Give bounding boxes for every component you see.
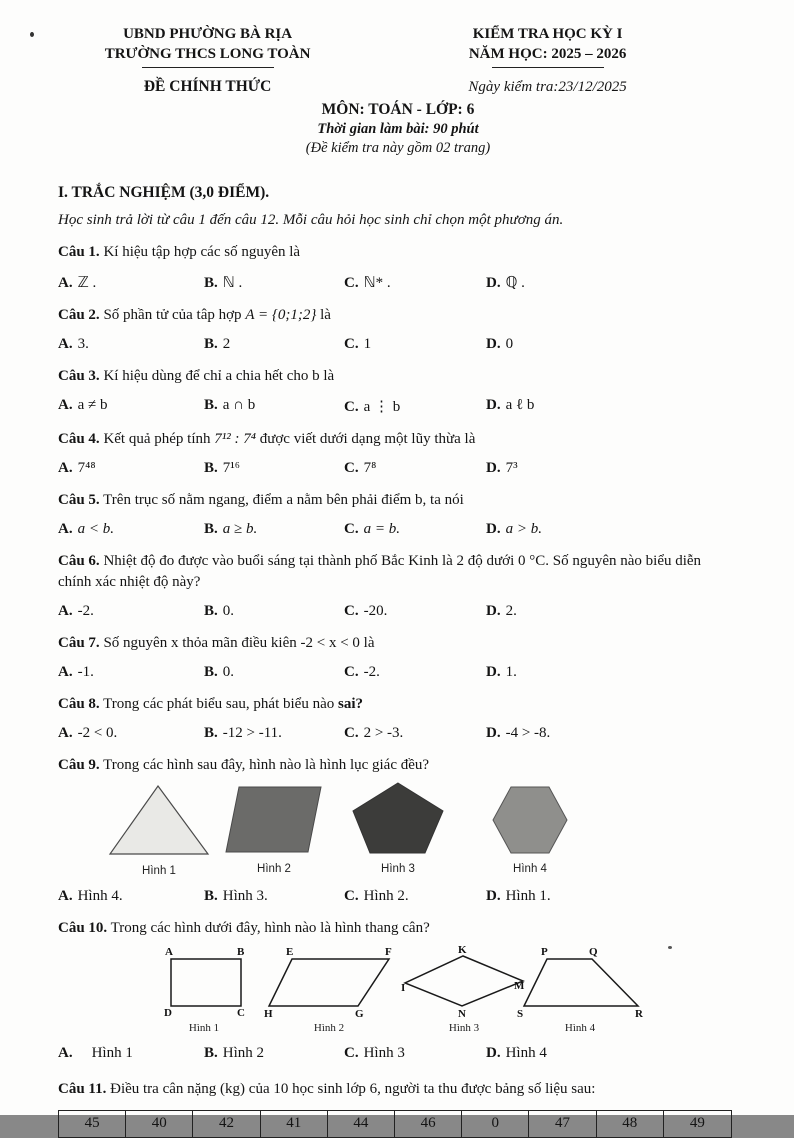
option-c: C. 2 > -3.	[344, 725, 404, 741]
svg-text:D: D	[164, 1007, 172, 1019]
option-c: C. 7⁸	[344, 460, 377, 476]
table-cell: 47	[529, 1111, 596, 1137]
option-b: B. 2	[204, 336, 231, 352]
question-1-options	[58, 273, 738, 292]
figure-triangle	[108, 784, 210, 877]
svg-text:K: K	[458, 944, 467, 956]
option-a: A. Hình 4.	[58, 888, 123, 904]
option-d: D. 1.	[486, 664, 517, 680]
question-label: Câu 7.	[58, 635, 100, 651]
figure-caption: Hình 1	[142, 865, 176, 877]
school-year: NĂM HỌC: 2025 – 2026	[468, 46, 627, 62]
rhombus-shape	[401, 943, 527, 1020]
svg-text:G: G	[355, 1008, 364, 1020]
svg-text:C: C	[237, 1007, 245, 1019]
figure-parallelogram	[225, 786, 323, 875]
question-6-options	[58, 603, 738, 620]
pentagon-shape	[352, 782, 444, 854]
option-b: B. Hình 2	[204, 1045, 265, 1061]
question-9-options	[58, 888, 738, 905]
svg-text:F: F	[385, 946, 392, 958]
question-6	[58, 551, 738, 593]
option-c: C. 1	[344, 336, 372, 352]
question-math: A = {0;1;2}	[245, 307, 317, 323]
question-label: Câu 4.	[58, 431, 100, 447]
table-cell: 44	[328, 1111, 395, 1137]
question-text: Trong các phát biểu sau, phát biểu nào	[103, 696, 338, 712]
option-a: A. Hình 1	[58, 1045, 133, 1061]
question-10-options	[58, 1045, 738, 1062]
svg-text:R: R	[635, 1008, 643, 1020]
question-label: Câu 5.	[58, 492, 100, 508]
table-cell: 0	[462, 1111, 529, 1137]
question-4	[58, 429, 738, 450]
figure-caption: Hình 4	[564, 1022, 596, 1034]
figure-rhombus-ikmn	[401, 943, 527, 1034]
question-text: Kí hiệu dùng để chỉ a chia hết cho b là	[103, 368, 335, 384]
school-name: TRƯỜNG THCS LONG TOÀN	[104, 46, 311, 62]
option-d: D. Hình 1.	[486, 888, 551, 904]
question-5-options	[58, 521, 738, 538]
table-cell: 48	[597, 1111, 664, 1137]
section-title: I. TRẮC NGHIỆM (3,0 ĐIỂM).	[58, 184, 270, 201]
question-10	[58, 918, 738, 939]
option-d: D. 0	[486, 336, 514, 352]
option-a: A. a < b.	[58, 521, 114, 537]
question-label: Câu 3.	[58, 368, 100, 384]
option-a: A. -2 < 0.	[58, 725, 118, 741]
question-text-bold: sai?	[337, 696, 363, 712]
question-label: Câu 9.	[58, 757, 100, 773]
question-3-options	[58, 397, 738, 416]
question-text: Số phần tử của tâp hợp	[103, 307, 246, 323]
parallelogram-shape	[225, 786, 323, 854]
option-a: A. -2.	[58, 603, 94, 619]
question-label: Câu 2.	[58, 307, 100, 323]
option-b: B. 0.	[204, 603, 235, 619]
svg-text:H: H	[264, 1008, 273, 1020]
question-5	[58, 490, 738, 511]
option-d: D. 7³	[486, 460, 518, 476]
subject-line: MÔN: TOÁN - LỚP: 6	[321, 101, 475, 118]
table-cell: 45	[59, 1111, 126, 1137]
header-row-2	[58, 78, 738, 96]
option-b: B. -12 > -11.	[204, 725, 282, 741]
option-d: D. 2.	[486, 603, 517, 619]
weight-data-table	[58, 1110, 732, 1138]
hexagon-shape	[492, 786, 568, 854]
question-11	[58, 1079, 738, 1100]
question-text: Nhiệt độ đo được vào buổi sáng tại thành phố Bắc Kinh là 2 độ dưới 0 °C. Số nguyên nào biểu diễn chính xác nhiệt độ này?	[58, 553, 702, 590]
official-exam-label: ĐỀ CHÍNH THỨC	[143, 78, 272, 95]
option-c: C. a ⋮ b	[344, 399, 401, 415]
option-d: D. a > b.	[486, 521, 542, 537]
question-9-figures	[58, 782, 738, 878]
duration-line: Thời gian làm bài: 90 phút	[317, 121, 479, 137]
option-a: A. 3.	[58, 336, 89, 352]
option-d: D. ℚ .	[486, 275, 525, 291]
option-b: B. Hình 3.	[204, 888, 268, 904]
header-right-underline	[492, 67, 604, 68]
header-right-block	[357, 24, 738, 68]
question-text-post: được viết dưới dạng một lũy thừa là	[255, 431, 476, 447]
figure-hexagon	[492, 786, 568, 875]
figure-caption: Hình 4	[513, 863, 547, 875]
option-c: C. -2.	[344, 664, 380, 680]
header-left-underline	[142, 67, 274, 68]
question-2-options	[58, 336, 738, 353]
option-b: B. a ≥ b.	[204, 521, 258, 537]
svg-text:B: B	[237, 946, 245, 958]
option-a: A. 7⁴⁸	[58, 460, 96, 476]
question-label: Câu 8.	[58, 696, 100, 712]
question-8-options	[58, 725, 738, 742]
option-d: D. -4 > -8.	[486, 725, 551, 741]
page-header	[58, 24, 738, 68]
option-c: C. Hình 2.	[344, 888, 409, 904]
option-a: A. -1.	[58, 664, 94, 680]
figure-caption: Hình 3	[381, 863, 415, 875]
svg-text:E: E	[286, 946, 294, 958]
figure-rectangle-abcd	[158, 943, 250, 1034]
option-b: B. 0.	[204, 664, 235, 680]
option-c: C. -20.	[344, 603, 388, 619]
option-c: C. Hình 3	[344, 1045, 405, 1061]
table-cell: 49	[689, 1115, 705, 1131]
trapezoid-shape	[513, 943, 647, 1020]
question-label: Câu 11.	[58, 1081, 107, 1097]
pages-note: (Đề kiểm tra này gồm 02 trang)	[305, 140, 491, 156]
svg-text:M: M	[514, 980, 525, 992]
option-a: A. a ≠ b	[58, 397, 108, 413]
question-text: Trên trục số nằm ngang, điểm a nằm bên phải điểm b, ta nói	[103, 492, 464, 508]
figure-pentagon	[352, 782, 444, 875]
svg-text:S: S	[517, 1008, 524, 1020]
figure-caption: Hình 2	[313, 1022, 345, 1034]
question-1	[58, 242, 738, 263]
question-9	[58, 755, 738, 776]
svg-text:N: N	[458, 1008, 466, 1020]
header-left-block	[58, 24, 357, 68]
question-label: Câu 1.	[58, 244, 100, 260]
svg-text:P: P	[541, 946, 548, 958]
question-text: Trong các hình sau đây, hình nào là hình lục giác đều?	[103, 757, 430, 773]
table-cell: 46	[395, 1111, 462, 1137]
question-2	[58, 305, 738, 326]
figure-caption: Hình 2	[257, 863, 291, 875]
option-c: C. ℕ* .	[344, 275, 391, 291]
question-7-options	[58, 664, 738, 681]
question-8	[58, 694, 738, 715]
option-b: B. a ∩ b	[204, 397, 256, 413]
triangle-shape	[108, 784, 210, 856]
question-math: 7¹² : 7⁴	[214, 431, 256, 447]
svg-text:A: A	[165, 946, 173, 958]
question-text: Trong các hình dưới đây, hình nào là hình thang cân?	[110, 920, 430, 936]
svg-text:I: I	[401, 982, 406, 994]
question-7	[58, 633, 738, 654]
scan-artifact-dot	[30, 32, 34, 37]
question-4-options	[58, 460, 738, 477]
org-name: UBND PHƯỜNG BÀ RỊA	[123, 26, 293, 42]
exam-date: Ngày kiểm tra:23/12/2025	[468, 79, 627, 95]
section-instruction: Học sinh trả lời từ câu 1 đến câu 12. Mỗi câu hỏi học sinh chỉ chọn một phương án.	[58, 212, 564, 228]
rectangle-shape	[158, 943, 250, 1017]
svg-text:Q: Q	[589, 946, 598, 958]
parallelogram-shape	[263, 943, 395, 1020]
figure-parallelogram-efgh	[263, 943, 395, 1034]
question-text: Số nguyên x thỏa mãn điều kiên -2 < x < 0 là	[103, 635, 375, 651]
question-label: Câu 6.	[58, 553, 100, 569]
question-text: Kí hiệu tập hợp các số nguyên là	[103, 244, 301, 260]
question-text-post: là	[316, 307, 331, 323]
table-cell: 42	[193, 1111, 260, 1137]
question-3	[58, 366, 738, 387]
question-text: Điều tra cân nặng (kg) của 10 học sinh lớp 6, người ta thu được bảng số liệu sau:	[110, 1081, 596, 1097]
table-cell: 41	[261, 1111, 328, 1137]
question-10-figures	[58, 943, 738, 1035]
option-b: B. 7¹⁶	[204, 460, 240, 476]
question-text: Kết quả phép tính	[103, 431, 215, 447]
option-a: A. ℤ .	[58, 275, 97, 291]
figure-caption: Hình 1	[188, 1022, 220, 1034]
exam-title: KIỂM TRA HỌC KỲ I	[472, 26, 623, 42]
table-cell: 40	[126, 1111, 193, 1137]
figure-caption: Hình 3	[448, 1022, 480, 1034]
figure-trapezoid-pqrs	[513, 943, 647, 1034]
option-c: C. a = b.	[344, 521, 400, 537]
option-b: B. ℕ .	[204, 275, 243, 291]
option-d: D. Hình 4	[486, 1045, 547, 1061]
option-d: D. a ℓ b	[486, 397, 535, 413]
question-label: Câu 10.	[58, 920, 108, 936]
